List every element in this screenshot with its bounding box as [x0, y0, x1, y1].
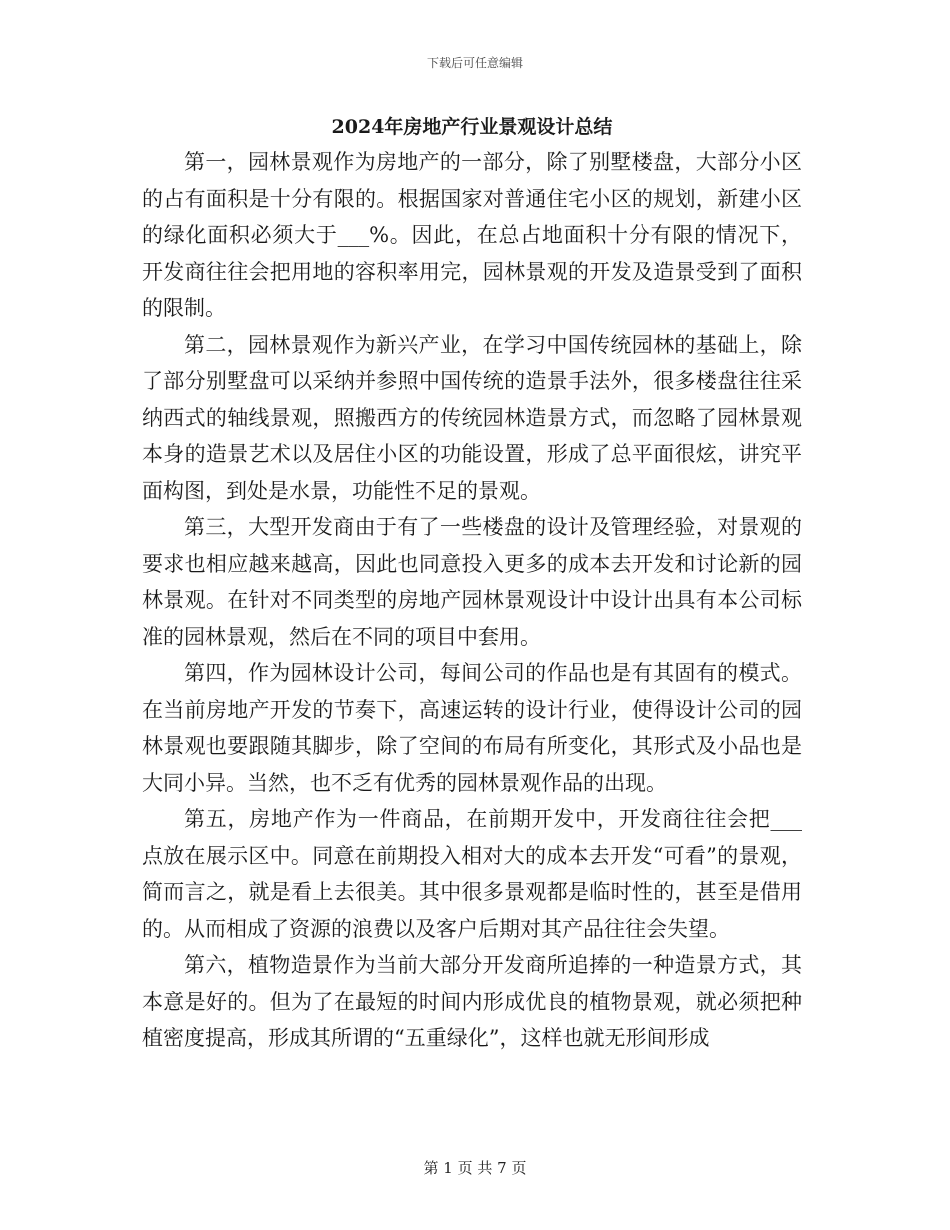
document-body	[142, 112, 802, 1057]
page-number: 第 1 页 共 7 页	[423, 1159, 527, 1177]
paragraph-4: 第四，作为园林设计公司，每间公司的作品也是有其固有的模式。在当前房地产开发的节奏下，高速运转的设计行业，使得设计公司的园林景观也要跟随其脚步，除了空间的布局有所变化，其形式及小品也是大同小异。当然，也不乏有优秀的园林景观作品的出现。	[142, 661, 802, 795]
paragraph-5: 第五，房地产作为一件商品，在前期开发中，开发商往往会把___点放在展示区中。同意在前期投入相对大的成本去开发“可看”的景观，简而言之，就是看上去很美。其中很多景观都是临时性的，甚至是借用的。从而相成了资源的浪费以及客户后期对其产品往往会失望。	[142, 807, 802, 941]
paragraph-1: 第一，园林景观作为房地产的一部分，除了别墅楼盘，大部分小区的占有面积是十分有限的。根据国家对普通住宅小区的规划，新建小区的绿化面积必须大于___%。因此，在总占地面积十分有限的情况下，开发商往往会把用地的容积率用完，园林景观的开发及造景受到了面积的限制。	[142, 150, 802, 320]
paragraph-2: 第二，园林景观作为新兴产业，在学习中国传统园林的基础上，除了部分别墅盘可以采纳并参照中国传统的造景手法外，很多楼盘往往采纳西式的轴线景观，照搬西方的传统园林造景方式，而忽略了园林景观本身的造景艺术以及居住小区的功能设置，形成了总平面很炫，讲究平面构图，到处是水景，功能性不足的景观。	[142, 332, 802, 503]
paragraph-6: 第六，植物造景作为当前大部分开发商所追捧的一种造景方式，其本意是好的。但为了在最短的时间内形成优良的植物景观，就必须把种植密度提高，形成其所谓的“五重绿化”，这样也就无形间形成	[142, 953, 802, 1050]
paragraph-3: 第三，大型开发商由于有了一些楼盘的设计及管理经验，对景观的要求也相应越来越高，因此也同意投入更多的成本去开发和讨论新的园林景观。在针对不同类型的房地产园林景观设计中设计出具有本公司标准的园林景观，然后在不同的项目中套用。	[142, 515, 802, 649]
document-title: 2024年房地产行业景观设计总结	[331, 116, 613, 138]
page-header: 下载后可任意编辑	[426, 56, 523, 70]
